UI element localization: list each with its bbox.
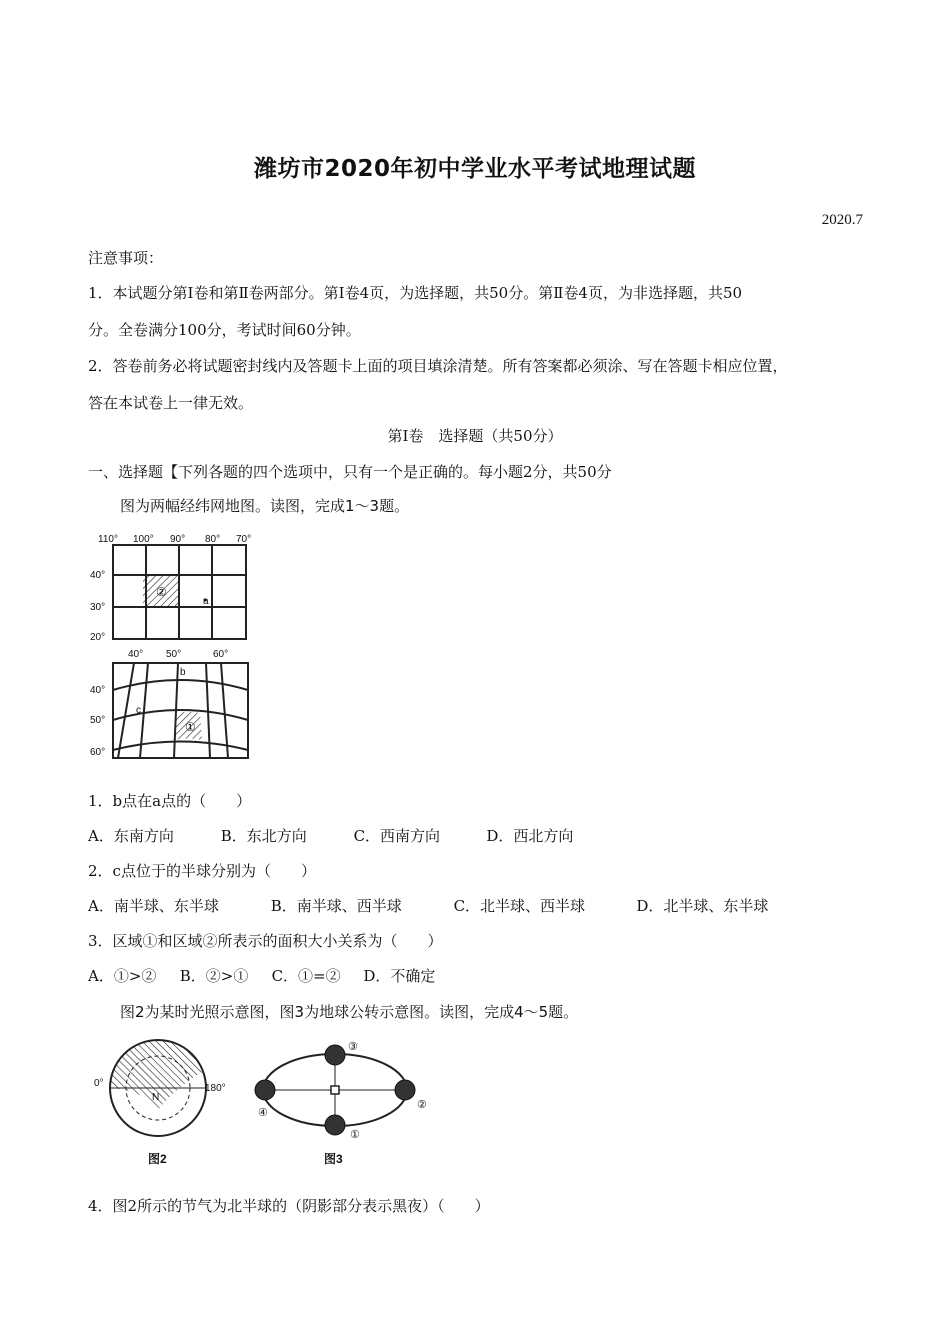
figure-2-illumination <box>88 1030 238 1170</box>
map-top-grid <box>113 545 246 639</box>
graticule-map-top <box>88 530 258 645</box>
map-top-lon-labels <box>98 534 251 545</box>
option-b[interactable]: B．南半球、西半球 <box>270 897 402 915</box>
option-b[interactable]: B．②>① <box>179 967 249 985</box>
map-top-lon-label: 90° <box>170 534 186 545</box>
map-top-lon-label: 110° <box>98 534 118 545</box>
option-c[interactable]: C．①=② <box>271 967 341 985</box>
question-3-options <box>88 965 435 986</box>
option-a[interactable]: A．①>② <box>88 967 157 985</box>
map-bottom-lat-label: 50° <box>90 715 106 726</box>
map-top-lat-label: 40° <box>90 570 106 581</box>
sun <box>331 1086 339 1094</box>
earth-position <box>395 1080 415 1100</box>
graticule-map-bottom <box>88 645 258 765</box>
map-bottom-point-b-label: b <box>180 667 186 678</box>
option-b[interactable]: B．东北方向 <box>220 827 307 845</box>
position-label: ④ <box>258 1107 268 1119</box>
fig3-caption: 图3 <box>324 1152 343 1166</box>
option-c[interactable]: C．西南方向 <box>353 827 441 845</box>
intro-q1-3: 图为两幅经纬网地图。读图，完成1～3题。 <box>120 497 410 515</box>
map-bottom-lon-label: 60° <box>213 649 229 660</box>
fig2-caption: 图2 <box>148 1152 167 1166</box>
question-4-stem: 4．图2所示的节气为北半球的（阴影部分表示黑夜）（ ） <box>88 1197 490 1215</box>
figure-3-revolution <box>250 1030 450 1170</box>
exam-date: 2020.7 <box>821 212 863 228</box>
map-bottom-lat-labels <box>90 685 105 758</box>
earth-position <box>325 1045 345 1065</box>
option-a[interactable]: A．东南方向 <box>88 827 174 845</box>
position-label: ② <box>417 1099 427 1111</box>
map-bottom-lat-label: 60° <box>90 747 106 758</box>
fig2-left-label: 0° <box>94 1078 104 1089</box>
map-top-lat-label: 30° <box>90 602 106 613</box>
option-d[interactable]: D．北半球、东半球 <box>636 897 769 915</box>
map-bottom-lon-label: 50° <box>166 649 182 660</box>
fig2-right-label: 180° <box>205 1083 226 1094</box>
position-label: ① <box>350 1129 360 1141</box>
map-top-lon-label: 100° <box>133 534 154 545</box>
exam-title: 潍坊市2020年初中学业水平考试地理试题 <box>253 156 696 182</box>
section-instruction: 一、选择题【下列各题的四个选项中，只有一个是正确的。每小题2分，共50分 <box>88 463 612 481</box>
notice-item-2-line-2: 答在本试卷上一律无效。 <box>88 394 254 412</box>
map-bottom-lat-label: 40° <box>90 685 106 696</box>
option-d[interactable]: D．西北方向 <box>486 827 574 845</box>
map-top-point-a-label: a <box>203 596 209 607</box>
map-bottom-lon-labels <box>128 649 228 660</box>
map-top-lon-label: 70° <box>236 534 252 545</box>
intro-q4-5: 图2为某时光照示意图，图3为地球公转示意图。读图，完成4～5题。 <box>120 1003 579 1021</box>
section-title: 第Ⅰ卷 选择题（共50分） <box>387 427 563 445</box>
option-d[interactable]: D．不确定 <box>363 967 436 985</box>
earth-position <box>325 1115 345 1135</box>
map-top-region-label: ② <box>156 585 167 599</box>
option-a[interactable]: A．南半球、东半球 <box>88 897 219 915</box>
question-2-options <box>88 895 768 916</box>
notice-item-2-line-1: 2．答卷前务必将试题密封线内及答题卡上面的项目填涂清楚。所有答案都必须涂、写在答题卡相应位置， <box>88 357 788 375</box>
position-label: ③ <box>348 1041 358 1053</box>
notice-item-1-line-2: 分。全卷满分100分，考试时间60分钟。 <box>88 321 361 339</box>
fig2-center-label: N <box>152 1092 160 1103</box>
question-2-stem: 2．c点位于的半球分别为（ ） <box>88 862 316 880</box>
earth-position <box>255 1080 275 1100</box>
notice-item-1-line-1: 1．本试题分第Ⅰ卷和第Ⅱ卷两部分。第Ⅰ卷4页，为选择题，共50分。第Ⅱ卷4页，为非选择题，共50 <box>88 284 743 302</box>
question-3-stem: 3．区域①和区域②所表示的面积大小关系为（ ） <box>88 932 443 950</box>
option-c[interactable]: C．北半球、西半球 <box>453 897 586 915</box>
map-bottom-lon-label: 40° <box>128 649 144 660</box>
map-top-lon-label: 80° <box>205 534 221 545</box>
question-1-stem: 1．b点在a点的（ ） <box>88 792 252 810</box>
notice-heading: 注意事项： <box>88 249 164 267</box>
map-bottom-region-label: ① <box>185 720 196 734</box>
map-top-lat-labels <box>90 570 105 643</box>
question-1-options <box>88 825 573 846</box>
map-bottom-point-c-label: c <box>136 705 141 716</box>
map-top-lat-label: 20° <box>90 632 106 643</box>
